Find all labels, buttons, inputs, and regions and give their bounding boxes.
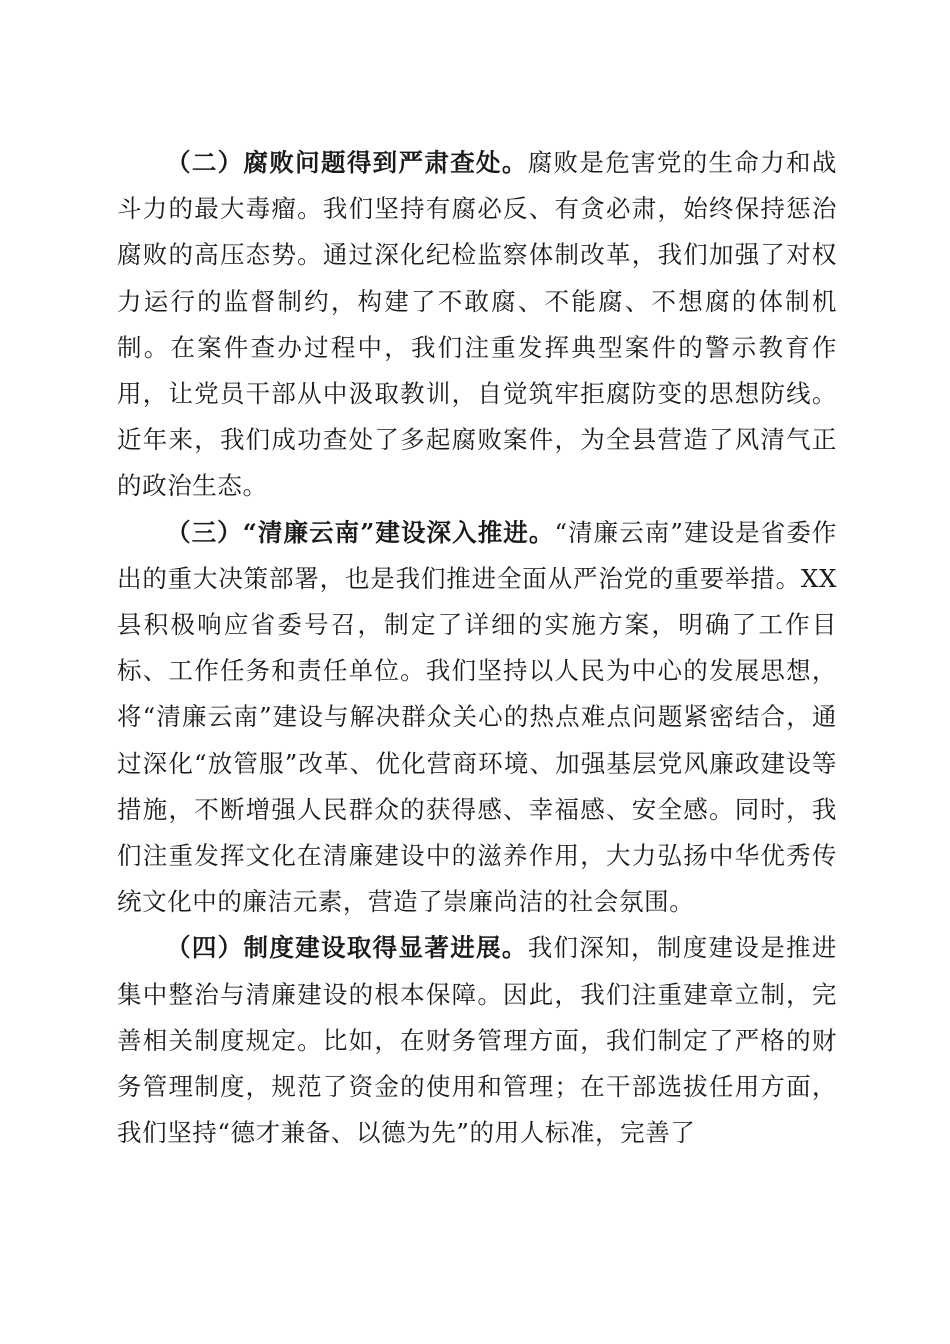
paragraph-text: 我们深知，制度建设是推进集中整治与清廉建设的根本保障。因此，我们注重建章立制，完善相关制度规定。比如，在财务管理方面，我们制定了严格的财务管理制度，规范了资金的使用和管理；在干部选拔任用方面，我们坚持“德才兼备、以德为先”的用人标准，完善了 — [117, 933, 837, 1148]
document-body — [117, 140, 837, 1156]
paragraph-corruption-cases — [117, 140, 837, 510]
paragraph-institution-building — [117, 925, 837, 1156]
paragraph-heading: （三）“清廉云南”建设深入推进。 — [166, 517, 555, 547]
paragraph-text: 腐败是危害党的生命力和战斗力的最大毒瘤。我们坚持有腐必反、有贪必肃，始终保持惩治腐败的高压态势。通过深化纪检监察体制改革，我们加强了对权力运行的监督制约，构建了不敢腐、不能腐、不想腐的体制机制。在案件查办过程中，我们注重发挥典型案件的警示教育作用，让党员干部从中汲取教训，自觉筑牢拒腐防变的思想防线。近年来，我们成功查处了多起腐败案件，为全县营造了风清气正的政治生态。 — [117, 148, 837, 501]
paragraph-text: “清廉云南”建设是省委作出的重大决策部署，也是我们推进全面从严治党的重要举措。XX县积极响应省委号召，制定了详细的实施方案，明确了工作目标、工作任务和责任单位。我们坚持以人民为中心的发展思想，将“清廉云南”建设与解决群众关心的热点难点问题紧密结合，通过深化“放管服”改革、优化营商环境、加强基层党风廉政建设等措施，不断增强人民群众的获得感、幸福感、安全感。同时，我们注重发挥文化在清廉建设中的滋养作用，大力弘扬中华优秀传统文化中的廉洁元素，营造了崇廉尚洁的社会氛围。 — [117, 517, 837, 917]
paragraph-heading: （四）制度建设取得显著进展。 — [166, 933, 528, 963]
paragraph-heading: （二）腐败问题得到严肃查处。 — [166, 148, 528, 177]
paragraph-clean-yunnan — [117, 510, 837, 926]
